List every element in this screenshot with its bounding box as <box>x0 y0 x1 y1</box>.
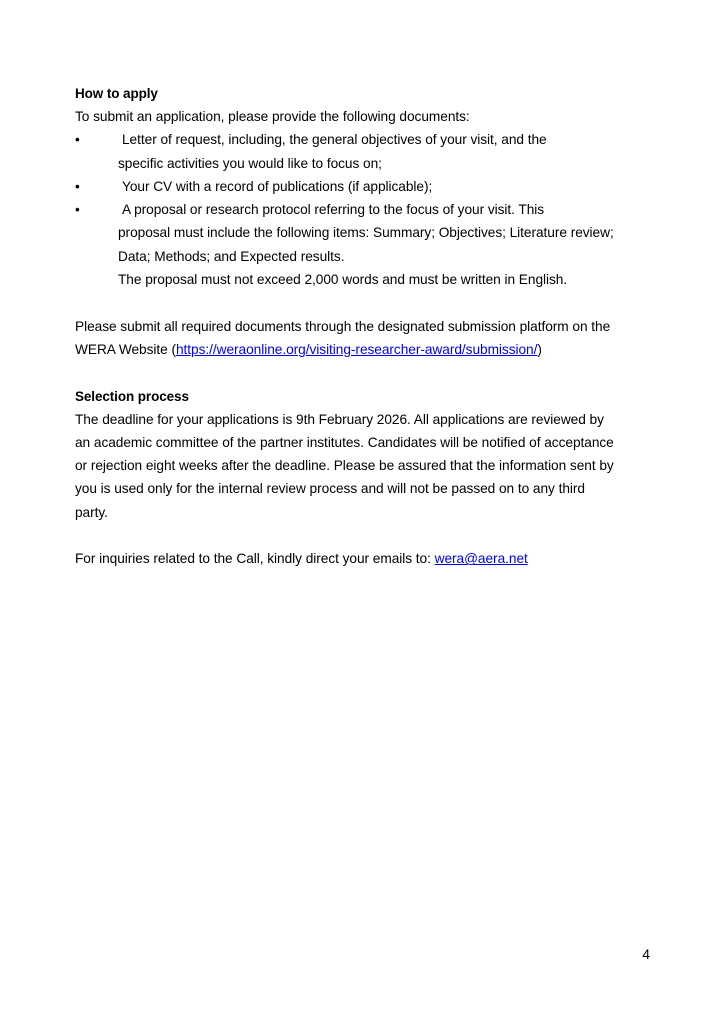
list-item-text: Your CV with a record of publications (if applicable); <box>122 178 433 194</box>
list-item-continuation: specific activities you would like to focus on; <box>118 155 382 171</box>
paragraph-spacer <box>75 291 615 314</box>
inquiries-paragraph <box>75 547 615 570</box>
bullet-dot-icon <box>75 198 122 221</box>
bullet-glyph: • <box>75 178 80 194</box>
list-item <box>75 198 615 221</box>
section-heading-selection-process: Selection process <box>75 388 189 404</box>
submission-platform-link[interactable]: https://weraonline.org/visiting-researcher-award/submission/ <box>175 341 538 357</box>
page-number: 4 <box>642 947 650 962</box>
submission-paragraph-line1: Please submit all required documents through the designated submission platform on the <box>75 318 611 334</box>
paragraph-spacer <box>75 361 615 384</box>
bullet-dot-icon <box>75 175 122 198</box>
list-item <box>75 128 615 151</box>
bullet-glyph: • <box>75 202 80 218</box>
inquiries-email-link[interactable]: wera@aera.net <box>434 551 528 567</box>
apply-closing-line: The proposal must not exceed 2,000 words and must be written in English. <box>118 272 568 288</box>
submission-line2-suffix: ) <box>537 341 542 357</box>
list-item <box>75 175 615 198</box>
bullet-dot-icon <box>75 128 122 151</box>
section-heading-how-to-apply: How to apply <box>75 86 158 101</box>
document-body <box>75 82 615 571</box>
apply-intro-paragraph: To submit an application, please provide the following documents: <box>75 109 470 124</box>
list-item-text: Letter of request, including, the general objectives of your visit, and the <box>122 132 547 148</box>
bullet-glyph: • <box>75 132 80 148</box>
list-item-continuation: Data; Methods; and Expected results. <box>118 248 345 264</box>
submission-line2-prefix: WERA Website ( <box>75 341 176 357</box>
paragraph-spacer <box>75 524 615 547</box>
list-item-text: A proposal or research protocol referring to the focus of your visit. This <box>122 202 545 218</box>
inquiries-prefix: For inquiries related to the Call, kindly direct your emails to: <box>75 551 435 567</box>
list-item-continuation: proposal must include the following items: Summary; Objectives; Literature review; <box>118 225 614 241</box>
submission-paragraph-line2 <box>75 338 615 361</box>
selection-process-paragraph: The deadline for your applications is 9th February 2026. All applications are reviewed by an academic committee of the partner institutes. Candidates will be notified of acceptance or rejection eight weeks after the deadline. Please be assured that the information sent by you is used only for the internal review process and will not be passed on to any third party. <box>75 411 614 520</box>
